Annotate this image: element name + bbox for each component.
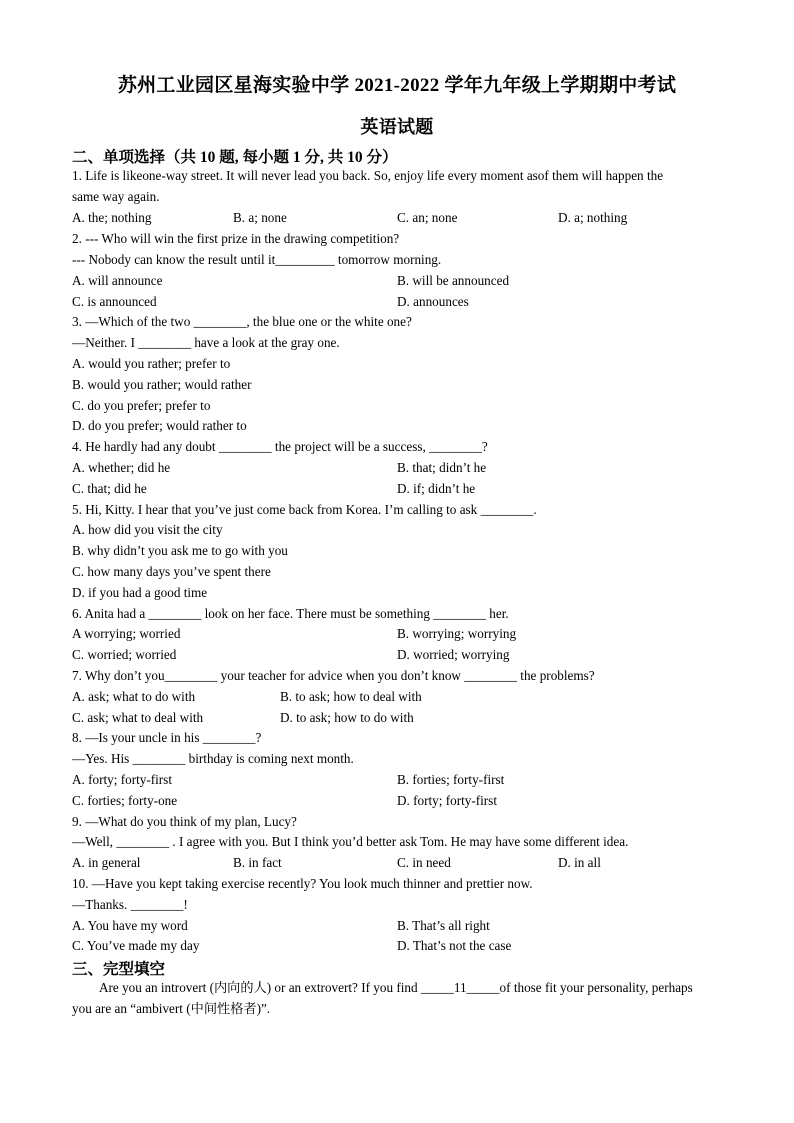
question-6-option-b: B. worrying; worrying (397, 626, 517, 641)
question-5-option-d: D. if you had a good time (72, 585, 208, 600)
question-3-option-c: C. do you prefer; prefer to (72, 398, 211, 413)
question-9-option-a: A. in general (72, 855, 141, 870)
question-8-text-line2: —Yes. His ________ birthday is coming next month. (72, 751, 354, 766)
question-5-option-c: C. how many days you’ve spent there (72, 564, 271, 579)
question-8-option-a: A. forty; forty-first (72, 772, 172, 787)
section-heading-cloze: 三、完型填空 (72, 961, 166, 978)
question-6-text-line1: 6. Anita had a ________ look on her face. There must be something ________ her. (72, 606, 509, 621)
question-1-option-c: C. an; none (397, 210, 458, 225)
question-2-option-c: C. is announced (72, 294, 157, 309)
question-8-option-c: C. forties; forty-one (72, 793, 178, 808)
exam-title: 苏州工业园区星海实验中学 2021-2022 学年九年级上学期期中考试 (117, 75, 677, 96)
question-5-text-line1: 5. Hi, Kitty. I hear that you’ve just come back from Korea. I’m calling to ask ________. (72, 502, 537, 517)
question-9-option-b: B. in fact (233, 855, 282, 870)
question-10-text-line2: —Thanks. ________! (72, 897, 188, 912)
question-3-text-line1: 3. —Which of the two ________, the blue one or the white one? (72, 314, 412, 329)
cloze-passage-line2: you are an “ambivert (中间性格者)”. (72, 1001, 271, 1016)
question-4-option-b: B. that; didn’t he (397, 460, 487, 475)
question-6-option-c: C. worried; worried (72, 647, 177, 662)
question-10-option-d: D. That’s not the case (397, 938, 512, 953)
question-1-text-line2: same way again. (72, 189, 160, 204)
question-4-text-line1: 4. He hardly had any doubt ________ the project will be a success, ________? (72, 439, 488, 454)
question-8-text-line1: 8. —Is your uncle in his ________? (72, 730, 262, 745)
cloze-passage-line1: Are you an introvert (内向的人) or an extrovert? If you find _____11_____of those fit your personality, perhaps (99, 980, 693, 995)
question-1-option-a: A. the; nothing (72, 210, 152, 225)
question-4-option-a: A. whether; did he (72, 460, 171, 475)
question-1-option-b: B. a; none (233, 210, 287, 225)
question-10-option-a: A. You have my word (72, 918, 188, 933)
question-5-option-b: B. why didn’t you ask me to go with you (72, 543, 288, 558)
question-3-text-line2: —Neither. I ________ have a look at the gray one. (72, 335, 340, 350)
question-9-text-line2: —Well, ________ . I agree with you. But I think you’d better ask Tom. He may have some different idea. (72, 834, 629, 849)
question-10-option-b: B. That’s all right (397, 918, 490, 933)
question-8-option-d: D. forty; forty-first (397, 793, 497, 808)
question-3-option-d: D. do you prefer; would rather to (72, 418, 247, 433)
section-heading-single-choice: 二、单项选择（共 10 题, 每小题 1 分, 共 10 分） (72, 149, 398, 166)
question-1-text-line1: 1. Life is likeone-way street. It will never lead you back. So, enjoy life every moment asof them will happen the (72, 168, 664, 183)
question-6-option-d: D. worried; worrying (397, 647, 510, 662)
question-7-text-line1: 7. Why don’t you________ your teacher for advice when you don’t know ________ the problems? (72, 668, 595, 683)
question-8-option-b: B. forties; forty-first (397, 772, 505, 787)
question-7-option-a: A. ask; what to do with (72, 689, 196, 704)
question-7-option-d: D. to ask; how to do with (280, 710, 414, 725)
question-4-option-d: D. if; didn’t he (397, 481, 476, 496)
question-4-option-c: C. that; did he (72, 481, 147, 496)
question-3-option-b: B. would you rather; would rather (72, 377, 252, 392)
question-7-option-c: C. ask; what to deal with (72, 710, 204, 725)
question-9-text-line1: 9. —What do you think of my plan, Lucy? (72, 814, 297, 829)
question-9-option-d: D. in all (558, 855, 601, 870)
question-2-text-line1: 2. --- Who will win the first prize in the drawing competition? (72, 231, 400, 246)
question-10-text-line1: 10. —Have you kept taking exercise recently? You look much thinner and prettier now. (72, 876, 533, 891)
question-2-option-d: D. announces (397, 294, 469, 309)
question-6-option-a: A worrying; worried (72, 626, 181, 641)
question-2-text-line2: --- Nobody can know the result until it_________ tomorrow morning. (72, 252, 442, 267)
question-10-option-c: C. You’ve made my day (72, 938, 200, 953)
question-2-option-b: B. will be announced (397, 273, 510, 288)
question-2-option-a: A. will announce (72, 273, 163, 288)
exam-subtitle: 英语试题 (360, 117, 434, 137)
question-9-option-c: C. in need (397, 855, 451, 870)
question-5-option-a: A. how did you visit the city (72, 522, 223, 537)
question-7-option-b: B. to ask; how to deal with (280, 689, 422, 704)
question-3-option-a: A. would you rather; prefer to (72, 356, 231, 371)
question-1-option-d: D. a; nothing (558, 210, 628, 225)
